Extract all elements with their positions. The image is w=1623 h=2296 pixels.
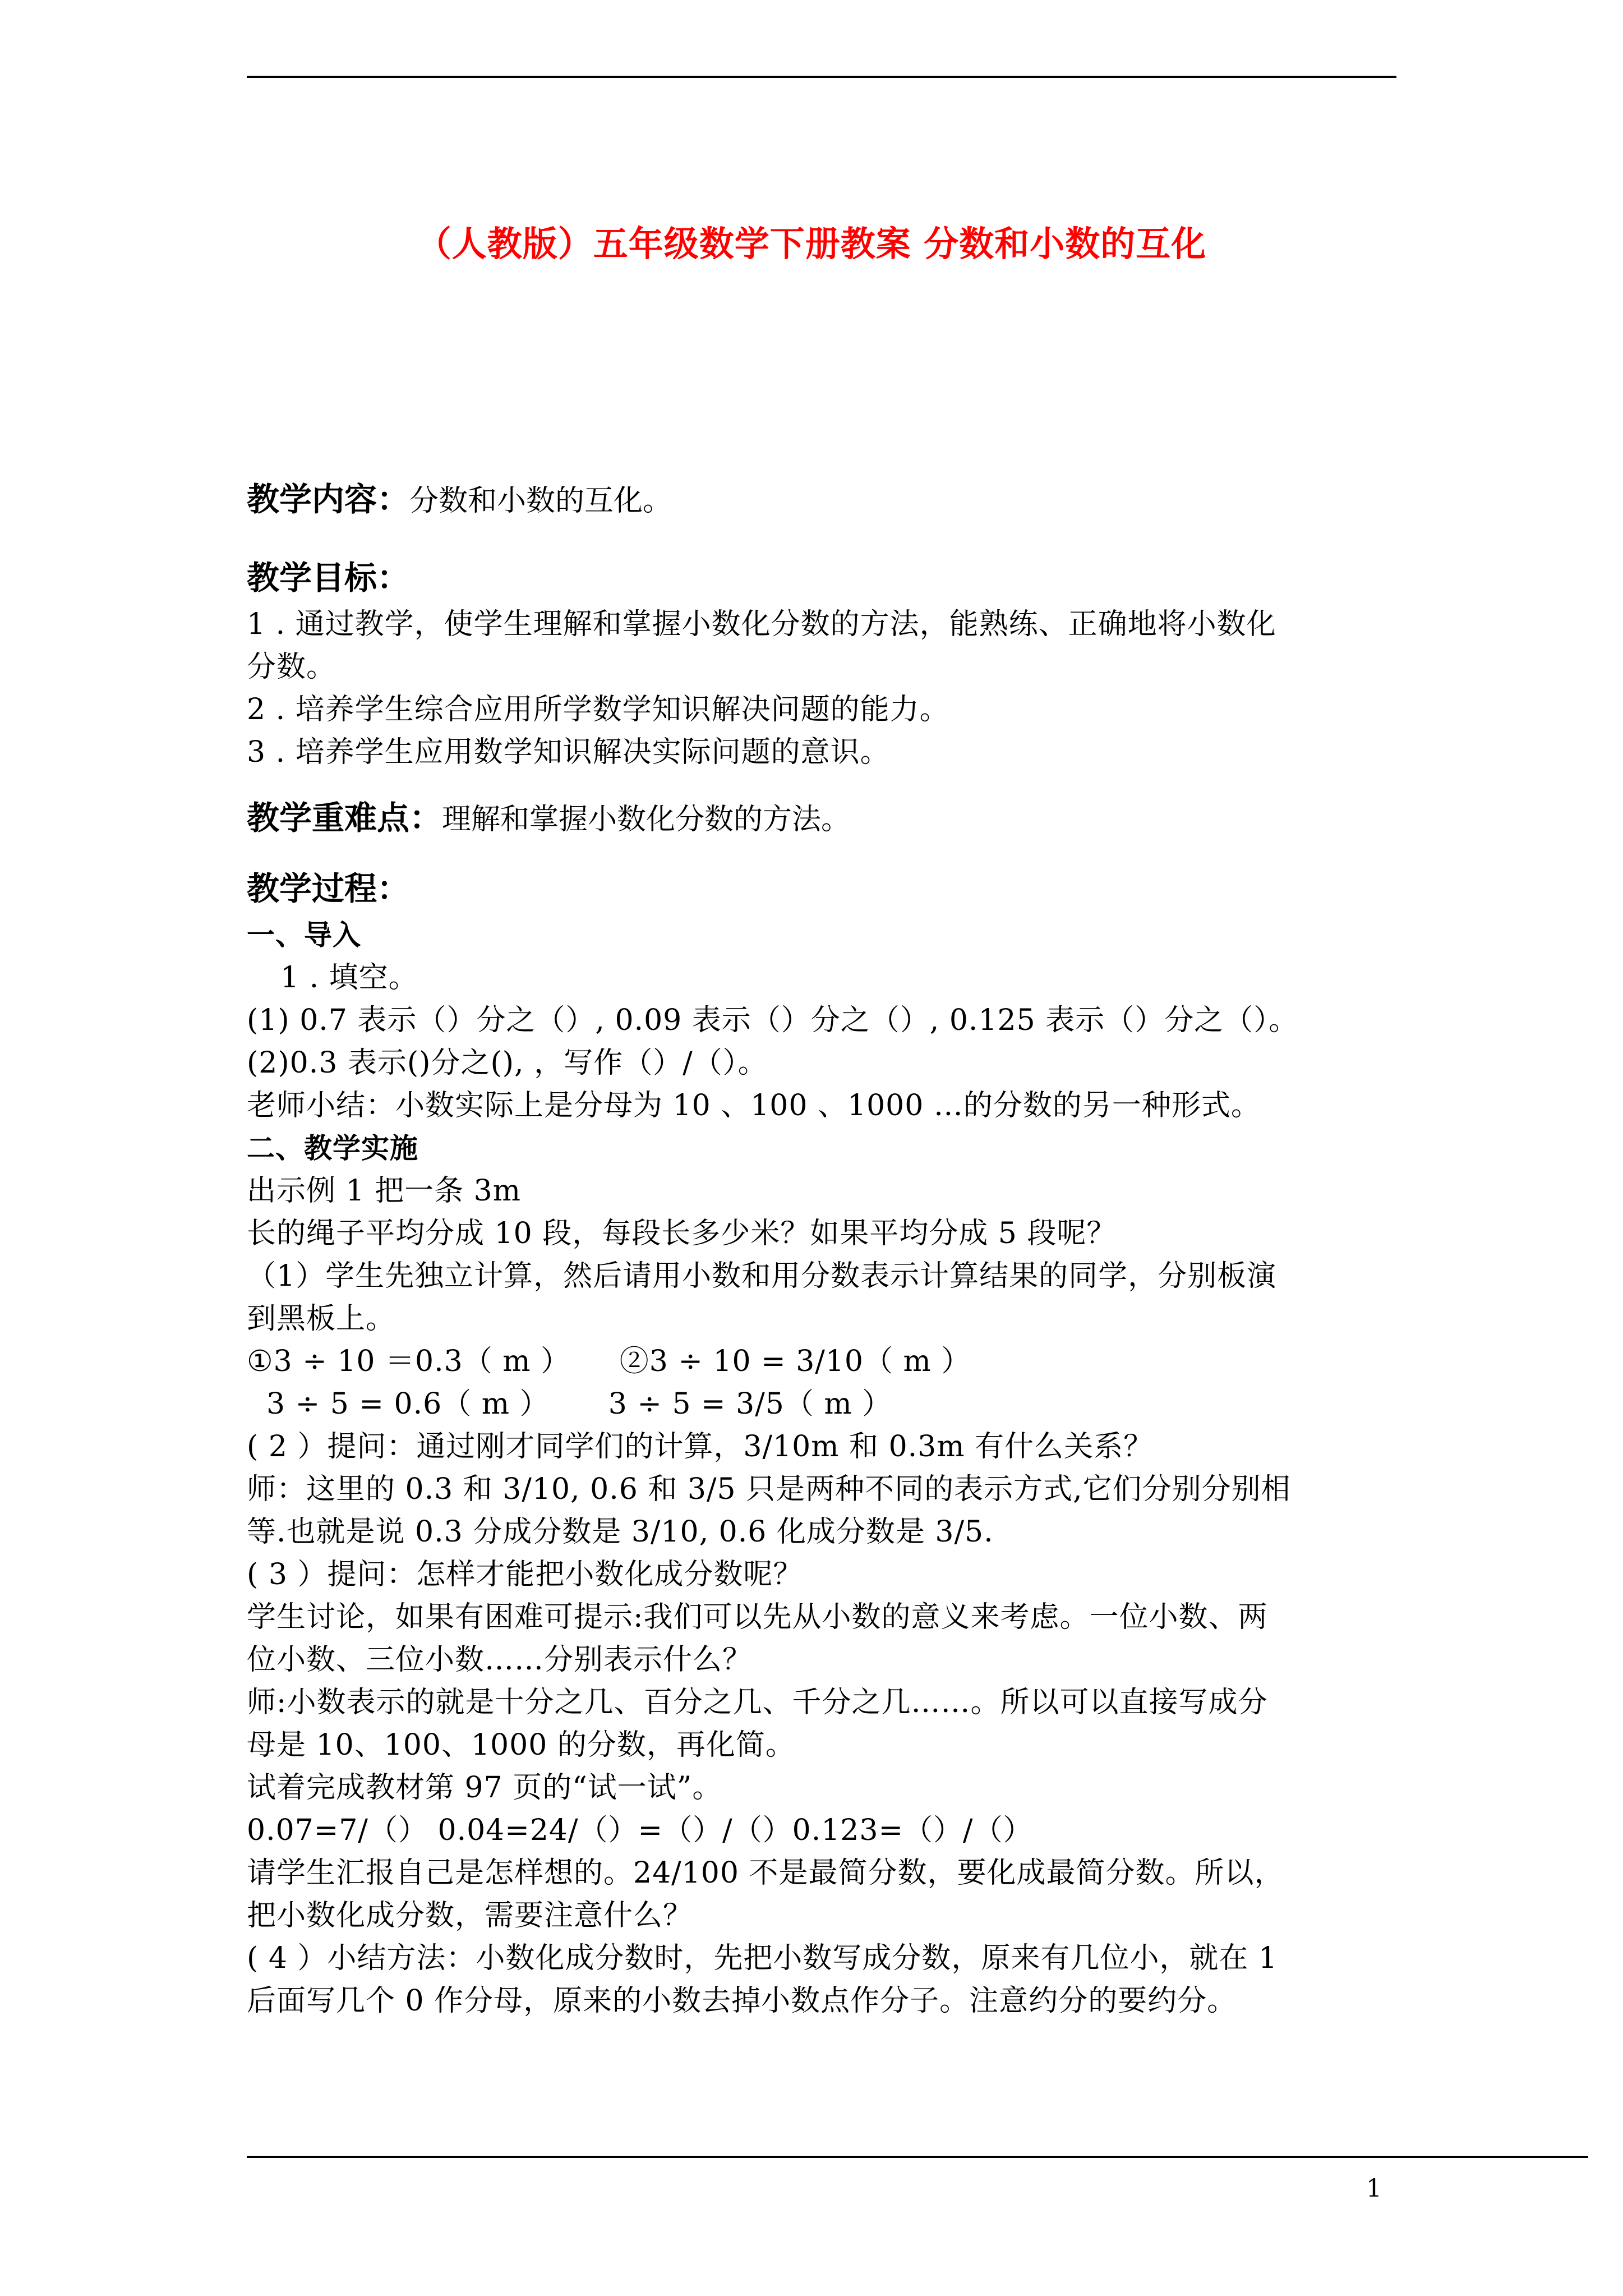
page-number: 1 bbox=[1366, 2174, 1382, 2203]
objective-line: 2 . 培养学生综合应用所学数学知识解决问题的能力。 bbox=[247, 693, 949, 726]
implementation-line: 母是 10、100、1000 的分数，再化简。 bbox=[247, 1728, 795, 1762]
implementation-line: 等.也就是说 0.3 分成分数是 3/10, 0.6 化成分数是 3/5. bbox=[247, 1515, 994, 1549]
key-points-value: 理解和掌握小数化分数的方法。 bbox=[442, 803, 851, 836]
implementation-line: ( 2 ）提问：通过刚才同学们的计算，3/10m 和 0.3m 有什么关系？ bbox=[247, 1430, 1154, 1464]
section-heading-implementation: 二、教学实施 bbox=[247, 1132, 418, 1165]
section-heading-intro: 一、导入 bbox=[247, 919, 361, 951]
implementation-line: ①3 ÷ 10 ＝0.3（ m ） ②3 ÷ 10 = 3/10（ m ） bbox=[247, 1345, 971, 1378]
content-heading bbox=[247, 474, 1402, 524]
intro-line: 1 . 填空。 bbox=[280, 961, 418, 995]
implementation-line: 请学生汇报自己是怎样想的。24/100 不是最简分数，要化成最简分数。所以， bbox=[247, 1856, 1284, 1890]
process-heading: 教学过程： bbox=[247, 869, 410, 908]
objective-line: 1 . 通过教学，使学生理解和掌握小数化分数的方法，能熟练、正确地将小数化 bbox=[247, 608, 1276, 641]
objectives-heading: 教学目标： bbox=[247, 559, 410, 597]
implementation-line: 后面写几个 0 作分母，原来的小数去掉小数点作分子。注意约分的要约分。 bbox=[247, 1984, 1237, 2018]
implementation-line: 学生讨论，如果有困难可提示:我们可以先从小数的意义来考虑。一位小数、两 bbox=[247, 1600, 1268, 1634]
implementation-line: 长的绳子平均分成 10 段，每段长多少米？如果平均分成 5 段呢？ bbox=[247, 1217, 1117, 1250]
implementation-line: 位小数、三位小数……分别表示什么？ bbox=[247, 1643, 753, 1677]
key-points-heading bbox=[247, 793, 1402, 843]
implementation-line: ( 4 ）小结方法：小数化成分数时，先把小数写成分数，原来有几位小，就在 1 bbox=[247, 1941, 1278, 1975]
content-value: 分数和小数的互化。 bbox=[409, 484, 672, 518]
implementation-line: 0.07=7/（） 0.04=24/（）=（）/（）0.123=（）/（） bbox=[247, 1814, 1033, 1847]
implementation-line: 师:小数表示的就是十分之几、百分之几、千分之几……。所以可以直接写成分 bbox=[247, 1686, 1268, 1719]
implementation-line: 到黑板上。 bbox=[247, 1302, 396, 1336]
implementation-line: （1）学生先独立计算，然后请用小数和用分数表示计算结果的同学，分别板演 bbox=[247, 1259, 1277, 1293]
implementation-line: 把小数化成分数，需要注意什么？ bbox=[247, 1899, 693, 1932]
implementation-line: 出示例 1 把一条 3m bbox=[247, 1174, 522, 1208]
footer-rule bbox=[247, 2156, 1588, 2158]
objective-line: 分数。 bbox=[247, 650, 336, 684]
implementation-line: 师：这里的 0.3 和 3/10, 0.6 和 3/5 只是两种不同的表示方式,它们分别分别相 bbox=[247, 1473, 1291, 1506]
objective-line: 3 . 培养学生应用数学知识解决实际问题的意识。 bbox=[247, 735, 890, 769]
intro-line: 老师小结：小数实际上是分母为 10 、100 、1000 …的分数的另一种形式。 bbox=[247, 1089, 1261, 1122]
header-rule bbox=[247, 76, 1396, 78]
intro-line: (2)0.3 表示()分之(), ，写作（）/（）。 bbox=[247, 1046, 768, 1080]
document-body bbox=[247, 474, 1402, 2022]
content-label: 教学内容： bbox=[247, 480, 410, 518]
implementation-line: ( 3 ）提问：怎样才能把小数化成分数呢？ bbox=[247, 1558, 803, 1591]
intro-line: (1) 0.7 表示（）分之（）, 0.09 表示（）分之（）, 0.125 表示（）分之（）。 bbox=[247, 1004, 1299, 1037]
key-points-label: 教学重难点： bbox=[247, 799, 442, 837]
implementation-line: 3 ÷ 5 = 0.6（ m ） 3 ÷ 5 = 3/5（ m ） bbox=[247, 1387, 892, 1421]
document-title: （人教版）五年级数学下册教案 分数和小数的互化 bbox=[416, 223, 1207, 264]
implementation-line: 试着完成教材第 97 页的“试一试”。 bbox=[247, 1771, 722, 1805]
